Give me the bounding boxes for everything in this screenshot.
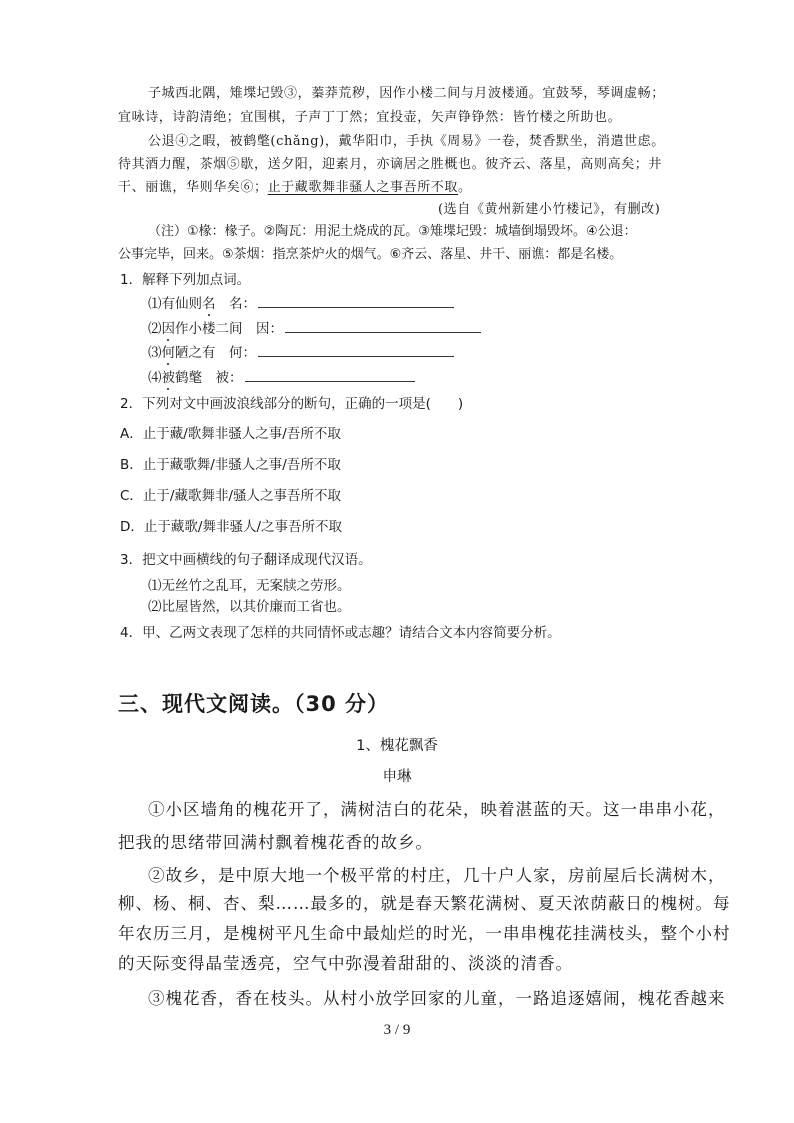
question-3-stem: 3．把文中画横线的句子翻译成现代汉语。: [120, 552, 372, 568]
dotted-word: 何: [161, 345, 175, 361]
option-d[interactable]: D．止于藏歌/舞非骚人/之事吾所不取: [120, 519, 342, 535]
answer-blank[interactable]: [258, 294, 454, 308]
page-number: 3 / 9: [383, 1022, 411, 1038]
passage-source: (选自《黄州新建小竹楼记》，有删改): [438, 202, 661, 217]
question-1-item: ⑴有仙则名 名：: [148, 292, 454, 312]
answer-blank[interactable]: [285, 319, 481, 333]
question-1-stem: 1．解释下列加点词。: [120, 272, 251, 288]
passage-line: 宜咏诗，诗韵清绝；宜围棋，子声丁丁然；宜投壶，矢声铮铮然：皆竹楼之所助也。: [118, 110, 622, 125]
question-1-item: ⑵因作小楼二间 因：: [148, 317, 481, 337]
article-line: 年农历三月，是槐树平凡生命中最灿烂的时光，一串串槐花挂满枝头，整个小村: [118, 924, 731, 943]
answer-blank[interactable]: [258, 343, 454, 357]
question-3-item: ⑴无丝竹之乱耳，无案牍之劳形。: [148, 578, 351, 594]
dotted-word: 被: [161, 370, 175, 386]
notes-line: （注）①椽：椽子。②陶瓦：用泥土烧成的瓦。③雉堞圮毁：城墙倒塌毁坏。④公退：: [148, 224, 637, 239]
article-author: 申琳: [382, 769, 412, 785]
section-heading: 三、现代文阅读。（30 分）: [118, 692, 390, 716]
option-a[interactable]: A．止于藏/歌舞非骚人之事/吾所不取: [120, 426, 341, 442]
question-2-stem: 2．下列对文中画波浪线部分的断句，正确的一项是( ): [120, 396, 464, 412]
question-1-item: ⑷被鹤氅 被：: [148, 366, 415, 386]
passage-text: 干、丽谯，华则华矣⑥；: [118, 180, 268, 195]
answer-blank[interactable]: [245, 368, 415, 382]
underlined-sentence: 止于藏歌舞非骚人之事吾所不取: [267, 180, 459, 195]
article-line: 把我的思绪带回满村飘着槐花香的故乡。: [118, 833, 433, 852]
passage-text: 。: [458, 180, 472, 195]
notes-line: 公事完毕，回来。⑤茶烟：指烹茶炉火的烟气。⑥齐云、落星、井干、丽谯：都是名楼。: [118, 247, 623, 262]
article-line: ③槐花香，香在枝头。从村小放学回家的儿童，一路追逐嬉闹，槐花香越来: [148, 989, 726, 1008]
option-b[interactable]: B．止于藏歌舞/非骚人之事/吾所不取: [120, 457, 341, 473]
article-title: 1、槐花飘香: [356, 738, 438, 754]
passage-line: [118, 176, 472, 195]
dotted-word: 名: [202, 296, 216, 312]
article-line: ①小区墙角的槐花开了，满树洁白的花朵，映着湛蓝的天。这一串串小花，: [148, 800, 726, 819]
option-c[interactable]: C．止于/藏歌舞非/骚人之事吾所不取: [120, 488, 342, 504]
question-4-stem: 4．甲、乙两文表现了怎样的共同情怀或志趣？请结合文本内容简要分析。: [120, 625, 561, 641]
question-1-item: ⑶何陋之有 何：: [148, 341, 454, 361]
passage-line: 子城西北隅，雉堞圮毁③，蓁莽荒秽，因作小楼二间与月波楼通。宜鼓琴，琴调虚畅；: [148, 86, 665, 101]
dotted-word: 因: [161, 321, 175, 337]
article-line: 的天际变得晶莹透亮，空气中弥漫着甜甜的、淡淡的清香。: [118, 954, 573, 973]
article-line: ②故乡，是中原大地一个极平常的村庄，几十户人家，房前屋后长满树木，: [148, 866, 726, 885]
question-3-item: ⑵比屋皆然，以其价廉而工省也。: [148, 599, 351, 615]
article-line: 柳、杨、桐、杏、梨……最多的，就是春天繁花满树、夏天浓荫蔽日的槐树。每: [118, 894, 731, 913]
passage-line: 公退④之暇，被鹤氅(chǎng)，戴华阳巾，手执《周易》一卷，焚香默坐，消遣世虑。: [148, 134, 665, 149]
passage-line: 待其酒力醒，茶烟⑤歇，送夕阳，迎素月，亦谪居之胜概也。彼齐云、落星，高则高矣；井: [118, 157, 663, 172]
